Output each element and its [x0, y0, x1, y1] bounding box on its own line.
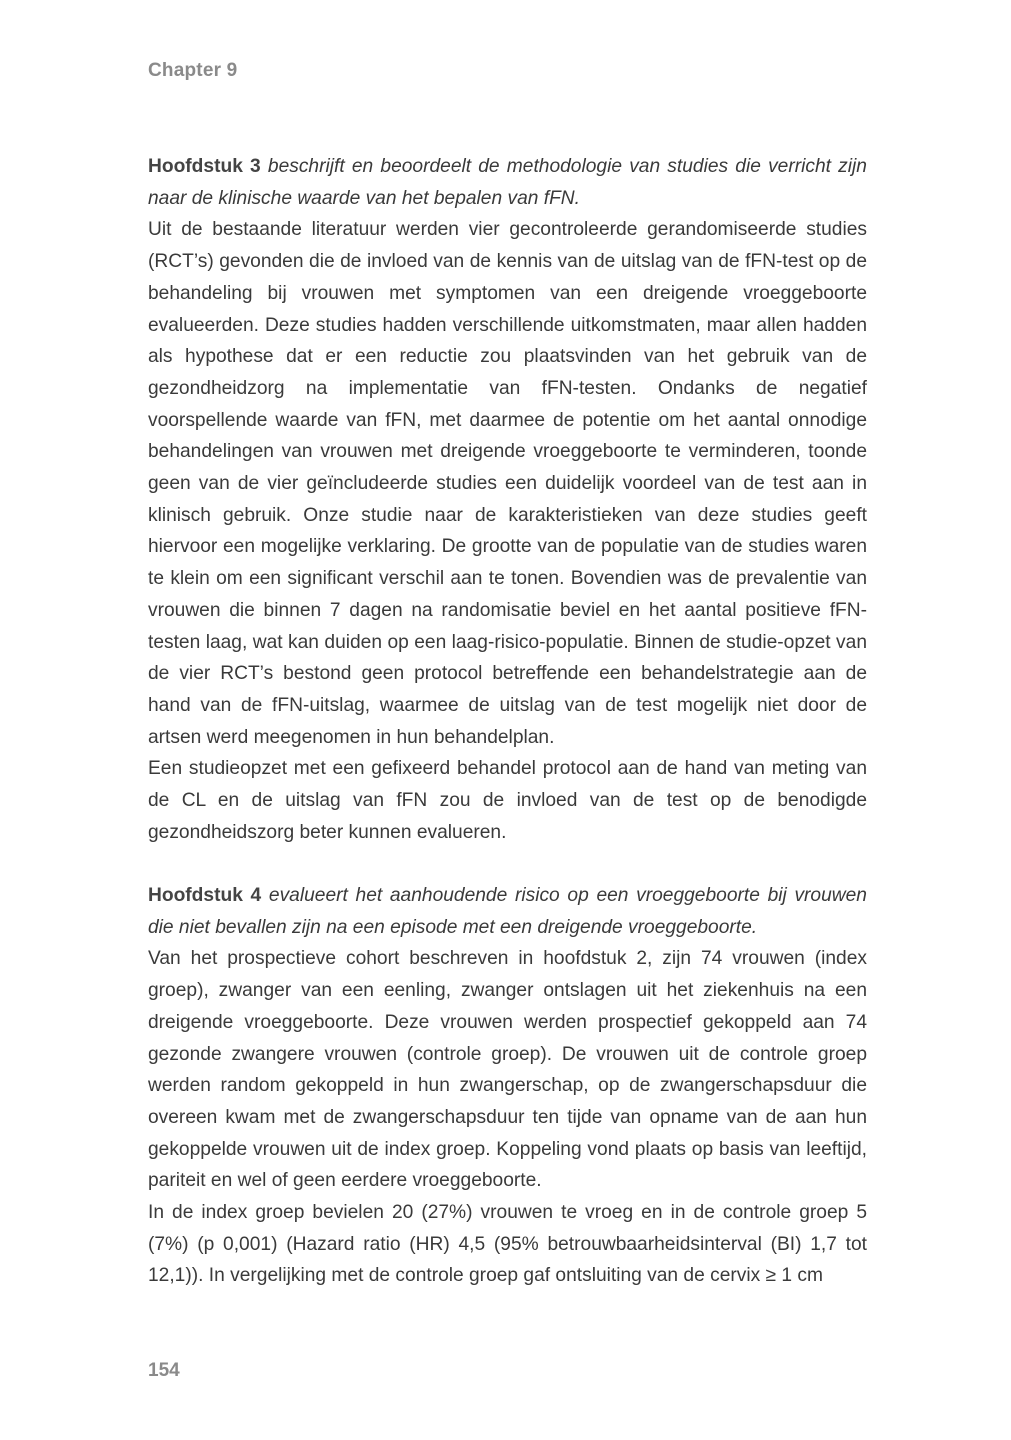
paragraph: Van het prospectieve cohort beschreven in hoofdstuk 2, zijn 74 vrouwen (index groep), zwanger van een eenling, zwanger ontslagen uit het ziekenhuis na een dreigende vroeggeboorte. Deze vrouwen werden prospectief gekoppeld aan 74 gezonde zwangere vrouwen (controle groep). De vrouwen uit de controle groep werden random gekoppeld in hun zwangerschap, op de zwangerschapsduur die overeen kwam met de zwangerschapsduur ten tijde van opname van de aan hun gekoppelde vrouwen uit de index groep. Koppeling vond plaats op basis van leeftijd, pariteit en wel of geen eerdere vroeggeboorte. — [148, 948, 867, 1192]
paragraph: Een studieopzet met een gefixeerd behandel protocol aan de hand van meting van de CL en de uitslag van fFN zou de invloed van de test op de benodigde gezondheidszorg beter kunnen evalueren. — [148, 758, 867, 843]
paragraph: In de index groep bevielen 20 (27%) vrouwen te vroeg en in de controle groep 5 (7%) (p 0,001) (Hazard ratio (HR) 4,5 (95% betrouwbaarheidsinterval (BI) 1,7 tot 12,1)). In vergelijking met de controle groep gaf ontsluiting van de cervix ≥ 1 cm — [148, 1202, 867, 1287]
section-heading — [148, 151, 867, 214]
section-hoofdstuk-4 — [148, 880, 867, 1292]
chapter-label: Hoofdstuk 4 — [148, 885, 262, 906]
running-head: Chapter 9 — [148, 60, 238, 81]
chapter-label: Hoofdstuk 3 — [148, 156, 261, 177]
section-heading — [148, 880, 867, 943]
paragraph: Uit de bestaande literatuur werden vier gecontroleerde gerandomiseerde studies (RCT’s) gevonden die de invloed van de kennis van de uitslag van de fFN-test op de behandeling bij vrouwen met symptomen van een dreigende vroeggeboorte evalueerden. Deze studies hadden verschillende uitkomstmaten, maar allen hadden als hypothese dat er een reductie zou plaatsvinden van het gebruik van de gezondheidzorg na implementatie van fFN-testen. Ondanks de negatief voorspellende waarde van fFN, met daarmee de potentie om het aantal onnodige behandelingen van vrouwen met dreigende vroeggeboorte te verminderen, toonde geen van de vier geïncludeerde studies een duidelijk voordeel van de test aan in klinisch gebruik. Onze studie naar de karakteristieken van deze studies geeft hiervoor een mogelijke verklaring. De grootte van de populatie van de studies waren te klein om een significant verschil aan te tonen. Bovendien was de prevalentie van vrouwen die binnen 7 dagen na randomisatie beviel en het aantal positieve fFN-testen laag, wat kan duiden op een laag-risico-populatie. Binnen de studie-opzet van de vier RCT’s bestond geen protocol betreffende een behandelstrategie aan de hand van de fFN-uitslag, waarmee de uitslag van de test mogelijk niet door de artsen werd meegenomen in hun behandelplan. — [148, 219, 867, 748]
page-number: 154 — [148, 1360, 180, 1381]
section-hoofdstuk-3 — [148, 151, 867, 848]
chapter-subtitle: beschrijft en beoordeelt de methodologie van studies die verricht zijn naar de klinische waarde van het bepalen van fFN. — [148, 156, 867, 209]
chapter-subtitle: evalueert het aanhoudende risico op een vroeggeboorte bij vrouwen die niet bevallen zijn na een episode met een dreigende vroeggeboorte. — [148, 885, 867, 938]
